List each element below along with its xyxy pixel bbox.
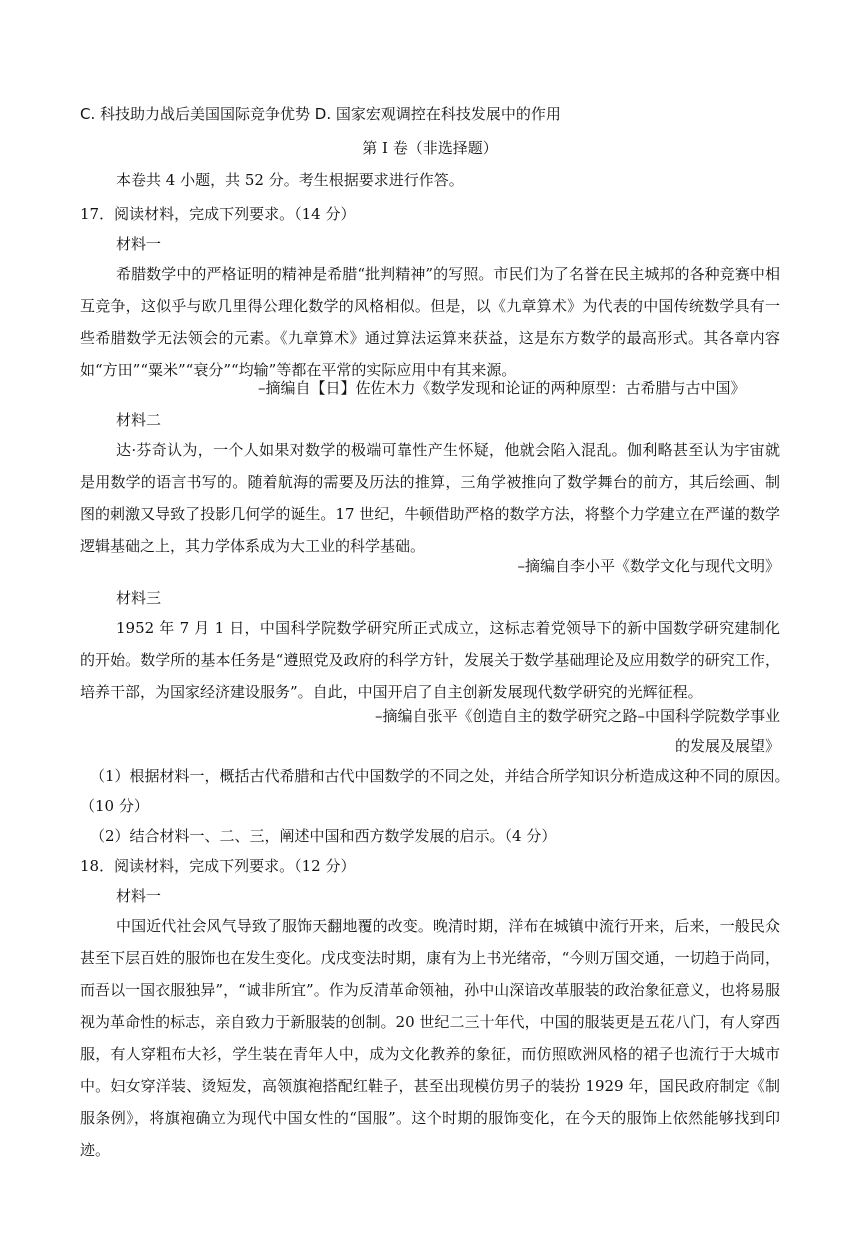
q17-material-1-label: 材料一 bbox=[116, 235, 162, 253]
q17-material-2-source: –摘编自李小平《数学文化与现代文明》 bbox=[517, 557, 780, 575]
q17-material-2-text: 达·芬奇认为，一个人如果对数学的极端可靠性产生怀疑，他就会陷入混乱。伽利略甚至认为宇宙就是用数学的语言书写的。随着航海的需要及历法的推算，三角学被推向了数学舞台的前方，其后绘画、制图的刺激又导致了投影几何学的诞生。17 世纪，牛顿借助严格的数学方法，将整个力学建立在严谨的数学逻辑基础之上，其力学体系成为大工业的科学基础。 bbox=[80, 441, 780, 555]
q17-material-3-label: 材料三 bbox=[116, 589, 162, 607]
q17-subquestion-1-line-2: （10 分） bbox=[80, 797, 149, 815]
question-17-heading: 17．阅读材料，完成下列要求。（14 分） bbox=[80, 205, 356, 223]
q17-subquestion-1-line-1: （1）根据材料一，概括古代希腊和古代中国数学的不同之处，并结合所学知识分析造成这种不同的原因。 bbox=[90, 767, 790, 785]
section-title: 第 I 卷（非选择题） bbox=[362, 139, 498, 157]
question-18-heading: 18．阅读材料，完成下列要求。（12 分） bbox=[80, 857, 356, 875]
q17-subquestion-2: （2）结合材料一、二、三，阐述中国和西方数学发展的启示。（4 分） bbox=[90, 827, 557, 845]
q17-material-3-source-line-2: 的发展及展望》 bbox=[674, 737, 780, 755]
question-16-options-cd: C. 科技助力战后美国国际竞争优势 D. 国家宏观调控在科技发展中的作用 bbox=[80, 105, 561, 123]
q17-material-1-text: 希腊数学中的严格证明的精神是希腊“批判精神”的写照。市民们为了名誉在民主城邦的各种竞赛中相互竞争，这似乎与欧几里得公理化数学的风格相似。但是，以《九章算术》为代表的中国传统数学具有一些希腊数学无法领会的元素。《九章算术》通过算法运算来获益，这是东方数学的最高形式。其各章内容如“方田”“粟米”“衰分”“均输”等都在平常的实际应用中有其来源。 bbox=[80, 265, 780, 379]
q17-material-1-source: –摘编自【日】佐佐木力《数学发现和论证的两种原型：古希腊与古中国》 bbox=[258, 379, 746, 397]
q17-material-2-label: 材料二 bbox=[116, 411, 162, 429]
section-instruction: 本卷共 4 小题，共 52 分。考生根据要求进行作答。 bbox=[116, 171, 464, 189]
q18-material-1-label: 材料一 bbox=[116, 887, 162, 905]
q18-material-1-text: 中国近代社会风气导致了服饰天翻地覆的改变。晚清时期，洋布在城镇中流行开来，后来，一般民众甚至下层百姓的服饰也在发生变化。戊戌变法时期，康有为上书光绪帝，“今则万国交通，一切趋于尚同，而吾以一国衣服独异”，“诚非所宜”。作为反清革命领袖，孙中山深谙改革服装的政治象征意义，也将易服视为革命性的标志，亲自致力于新服装的创制。20 世纪二三十年代，中国的服装更是五花八门，有人穿西服，有人穿粗布大衫，学生装在青年人中，成为文化教养的象征，而仿照欧洲风格的裙子也流行于大城市中。妇女穿洋装、烫短发，高领旗袍搭配红鞋子，甚至出现模仿男子的装扮 1929 年，国民政府制定《制服条例》，将旗袍确立为现代中国女性的“国服”。这个时期的服饰变化，在今天的服饰上依然能够找到印迹。 bbox=[80, 917, 780, 1159]
q17-material-3-source-line-1: –摘编自张平《创造自主的数学研究之路–中国科学院数学事业 bbox=[374, 707, 780, 725]
q17-material-3-text: 1952 年 7 月 1 日，中国科学院数学研究所正式成立，这标志着党领导下的新中国数学研究建制化的开始。数学所的基本任务是“遵照党及政府的科学方针，发展关于数学基础理论及应用数学的研究工作，培养干部，为国家经济建设服务”。自此，中国开启了自主创新发展现代数学研究的光辉征程。 bbox=[80, 619, 780, 701]
